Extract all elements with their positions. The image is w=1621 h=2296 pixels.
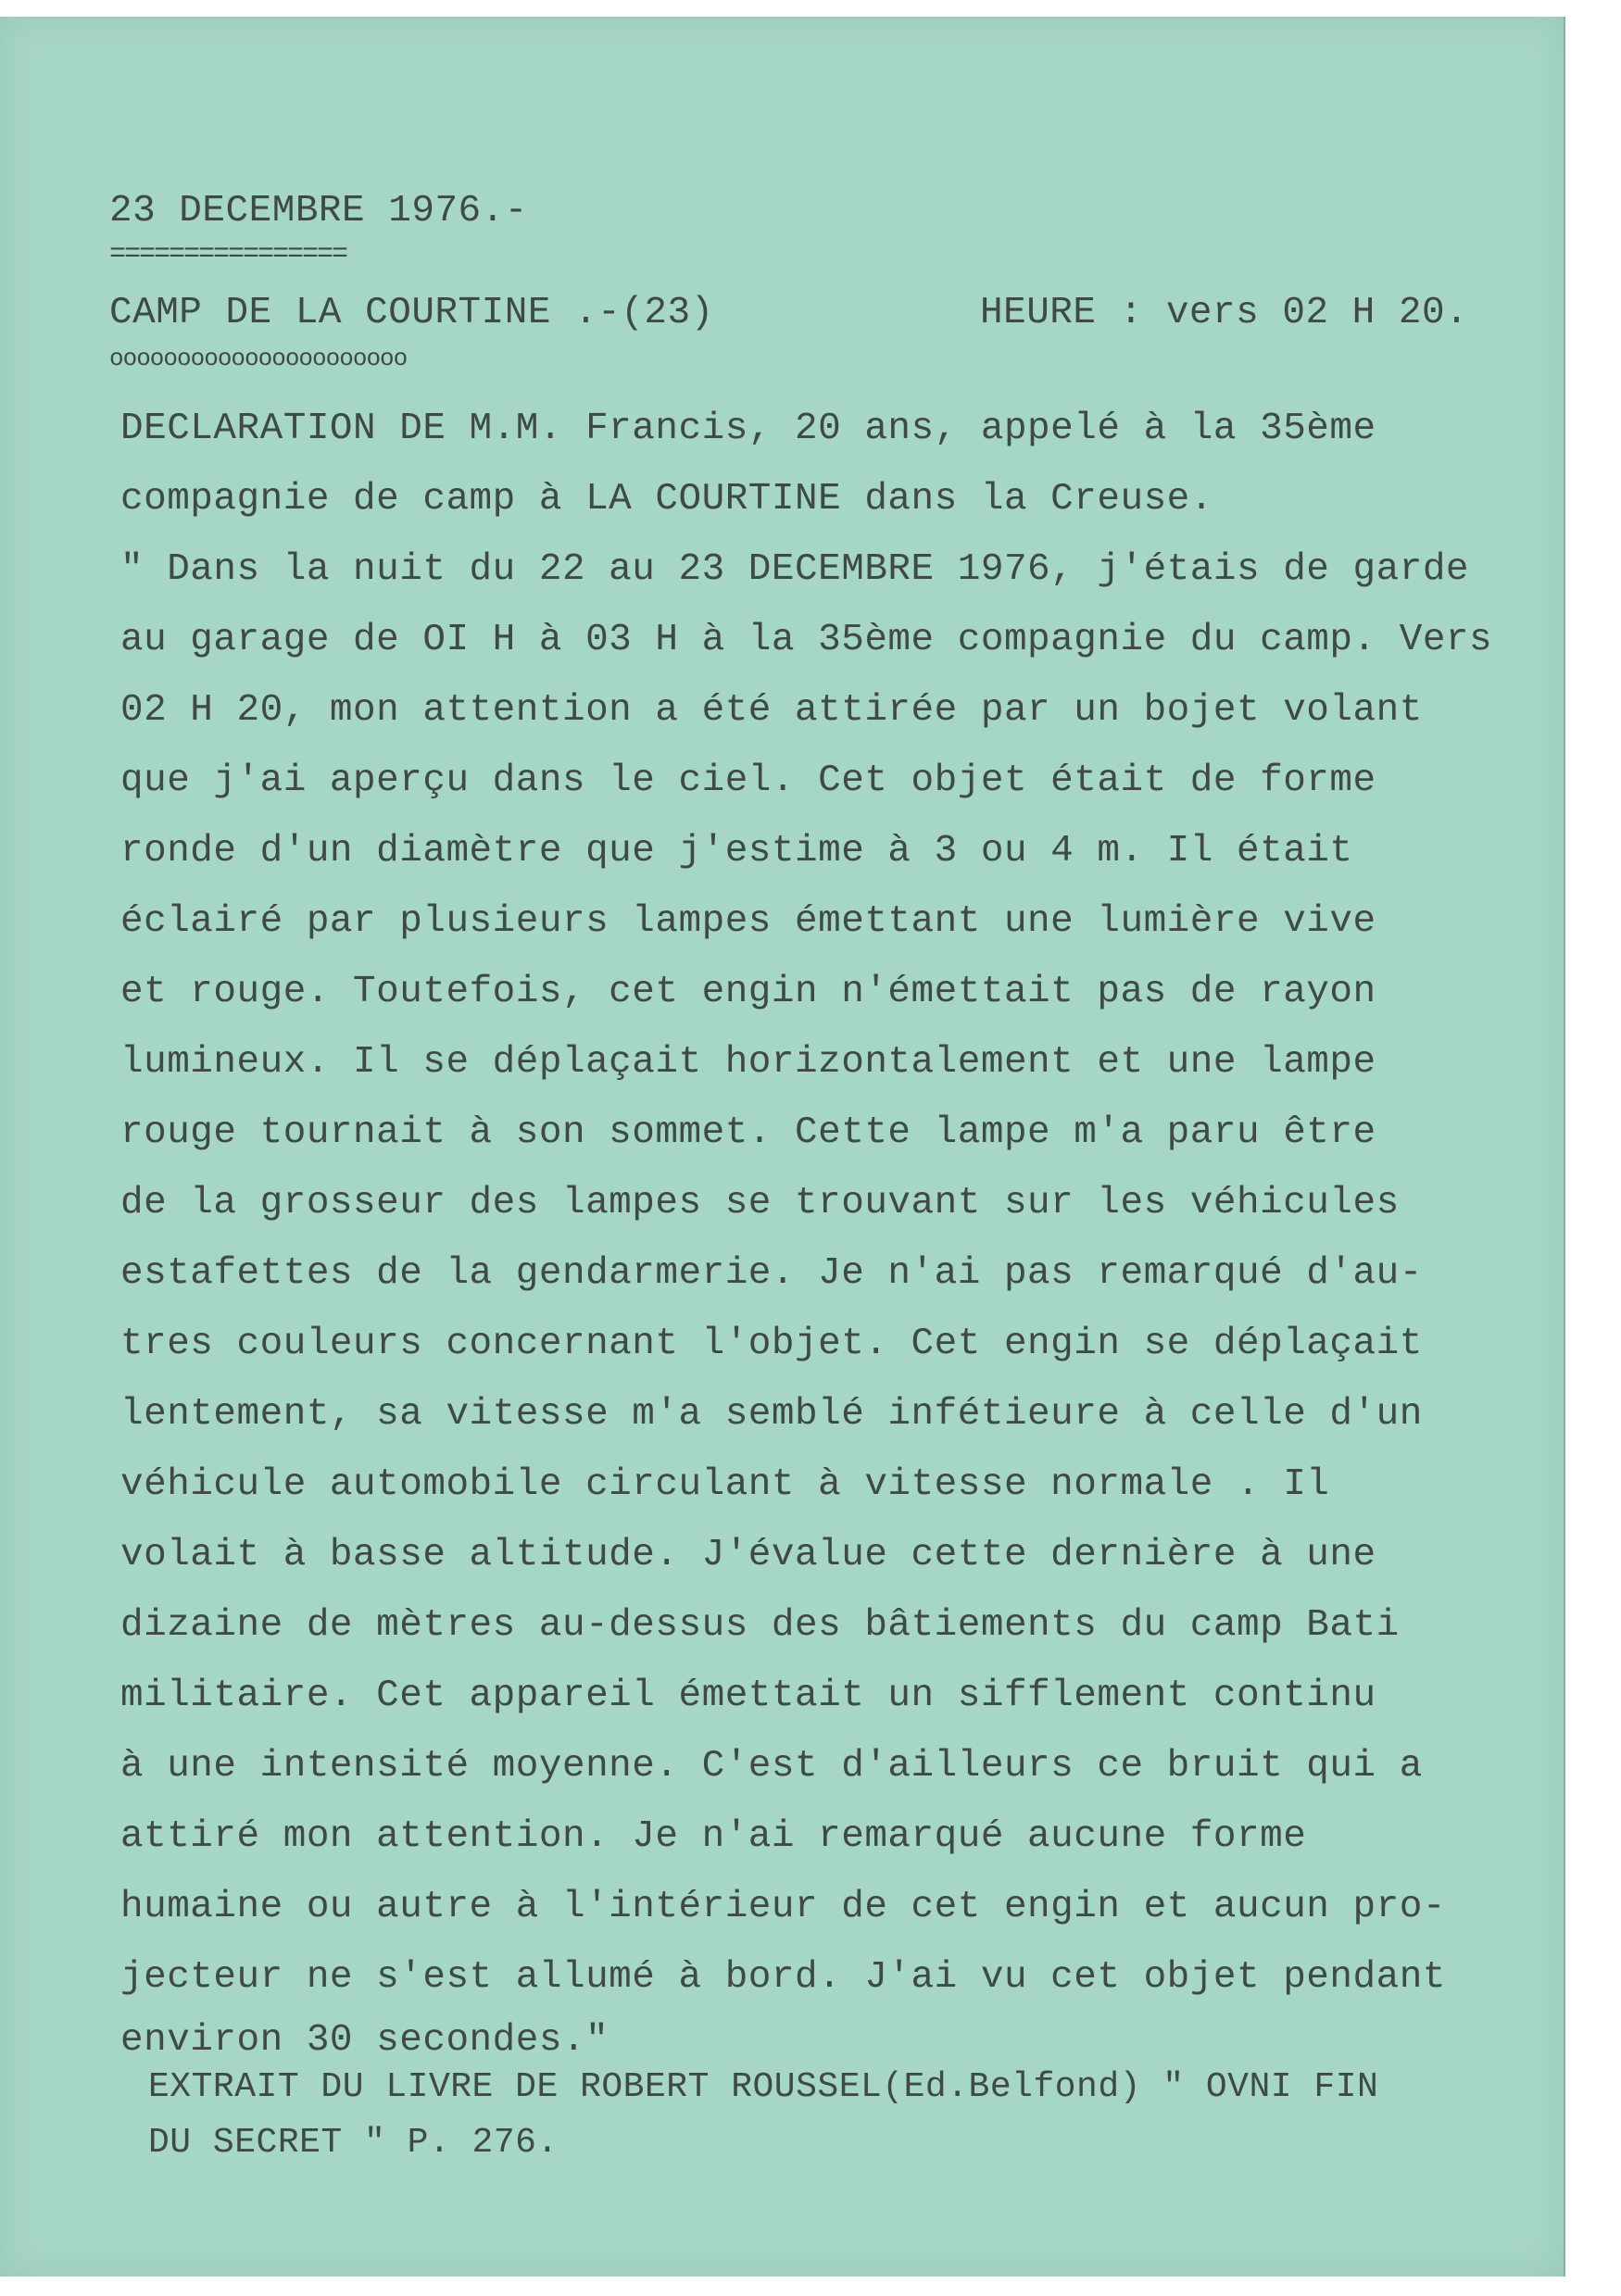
body-line: 02 H 20, mon attention a été attirée par un bojet volant xyxy=(120,689,1423,732)
source-citation-line: EXTRAIT DU LIVRE DE ROBERT ROUSSEL(Ed.Belfond) " OVNI FIN xyxy=(148,2067,1379,2107)
body-line: militaire. Cet appareil émettait un sifflement continu xyxy=(120,1675,1376,1717)
body-line: humaine ou autre à l'intérieur de cet engin et aucun pro- xyxy=(120,1886,1446,1928)
time-heading: HEURE : vers 02 H 20. xyxy=(980,292,1469,334)
body-line: volait à basse altitude. J'évalue cette dernière à une xyxy=(120,1534,1376,1576)
body-line: DECLARATION DE M.M. Francis, 20 ans, appelé à la 35ème xyxy=(120,408,1376,450)
body-line: compagnie de camp à LA COURTINE dans la Creuse. xyxy=(120,478,1213,521)
body-line: à une intensité moyenne. C'est d'ailleurs ce bruit qui a xyxy=(120,1745,1423,1788)
body-line: rouge tournait à son sommet. Cette lampe m'a paru être xyxy=(120,1111,1376,1154)
body-line: dizaine de mètres au-dessus des bâtiements du camp Bati xyxy=(120,1604,1400,1647)
body-line: au garage de OI H à 03 H à la 35ème compagnie du camp. Vers xyxy=(120,619,1493,661)
body-line: environ 30 secondes." xyxy=(120,2019,609,2062)
body-line: que j'ai aperçu dans le ciel. Cet objet était de forme xyxy=(120,759,1376,802)
body-line: éclairé par plusieurs lampes émettant une lumière vive xyxy=(120,900,1376,943)
source-citation-line: DU SECRET " P. 276. xyxy=(148,2123,559,2163)
body-line: de la grosseur des lampes se trouvant sur les véhicules xyxy=(120,1182,1400,1224)
scan-margin xyxy=(1565,0,1621,2296)
camp-heading: CAMP DE LA COURTINE .-(23) xyxy=(109,292,714,334)
body-line: attiré mon attention. Je n'ai remarqué aucune forme xyxy=(120,1815,1307,1858)
body-line: lumineux. Il se déplaçait horizontalement et une lampe xyxy=(120,1041,1376,1084)
body-line: ronde d'un diamètre que j'estime à 3 ou 4 m. Il était xyxy=(120,830,1353,872)
body-line: véhicule automobile circulant à vitesse normale . Il xyxy=(120,1463,1330,1506)
body-line: et rouge. Toutefois, cet engin n'émettait pas de rayon xyxy=(120,971,1376,1013)
camp-underline: oooooooooooooooooooooo xyxy=(109,345,408,372)
date-heading: 23 DECEMBRE 1976.- xyxy=(109,190,528,232)
body-line: estafettes de la gendarmerie. Je n'ai pas remarqué d'au- xyxy=(120,1252,1423,1295)
body-line: jecteur ne s'est allumé à bord. J'ai vu cet objet pendant xyxy=(120,1956,1446,1999)
date-underline: ================ xyxy=(109,239,347,270)
body-line: " Dans la nuit du 22 au 23 DECEMBRE 1976, j'étais de garde xyxy=(120,548,1470,591)
body-line: tres couleurs concernant l'objet. Cet engin se déplaçait xyxy=(120,1323,1423,1365)
body-line: lentement, sa vitesse m'a semblé infétieure à celle d'un xyxy=(120,1393,1423,1436)
